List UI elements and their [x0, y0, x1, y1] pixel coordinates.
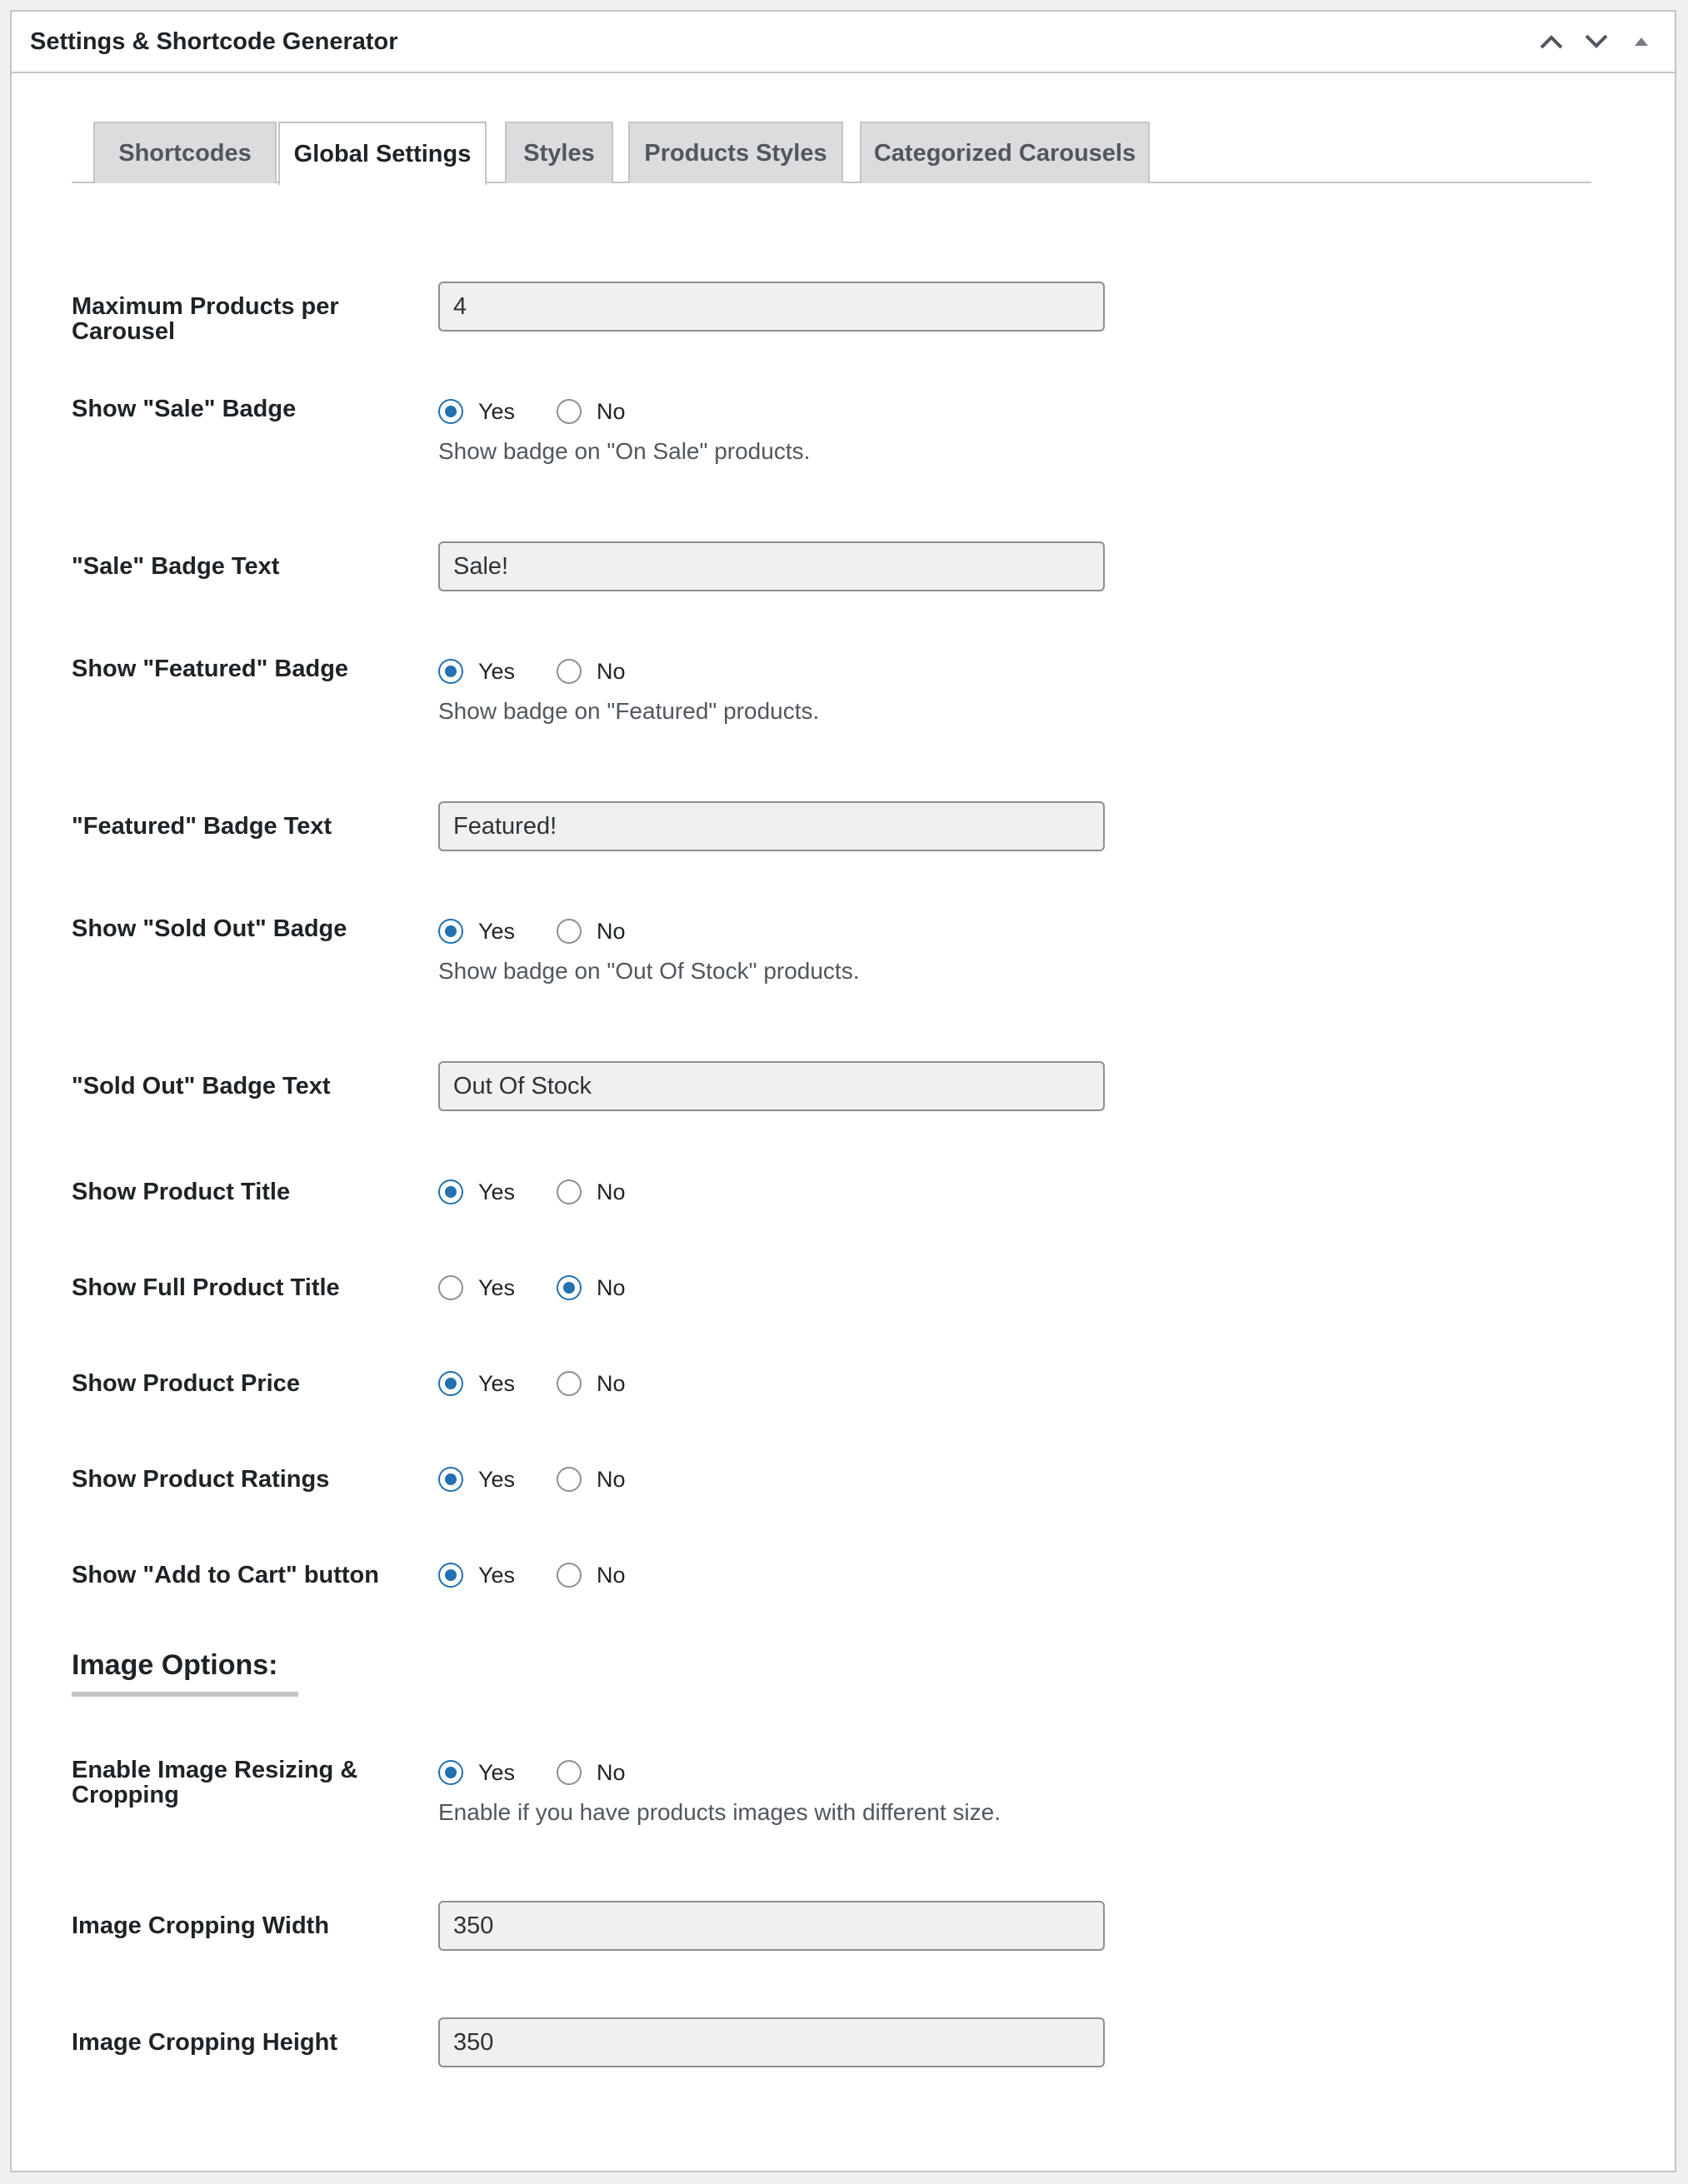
panel-title: Settings & Shortcode Generator — [30, 27, 398, 55]
enable-image-resizing-label: Enable Image Resizing & Cropping — [72, 1757, 358, 1808]
show-add-to-cart-no[interactable] — [557, 1563, 626, 1588]
featured-badge-text-input[interactable] — [438, 801, 1105, 851]
header-controls — [1536, 27, 1656, 57]
radio-no[interactable] — [557, 1563, 582, 1588]
show-product-price-yes[interactable] — [438, 1371, 515, 1397]
featured-badge-text-label: "Featured" Badge Text — [72, 813, 332, 840]
tab-shortcodes[interactable] — [93, 122, 277, 183]
radio-yes[interactable] — [438, 1275, 463, 1300]
show-full-product-title-no[interactable] — [557, 1275, 626, 1301]
panel-header — [12, 12, 1675, 73]
show-soldout-badge-yes[interactable] — [438, 919, 515, 945]
radio-label: No — [597, 658, 626, 684]
radio-yes[interactable] — [438, 1179, 463, 1204]
show-product-ratings-label: Show Product Ratings — [72, 1466, 330, 1493]
image-options-heading: Image Options: — [72, 1649, 298, 1697]
show-product-title-label: Show Product Title — [72, 1179, 291, 1205]
radio-label: No — [597, 1370, 626, 1396]
max-products-input[interactable] — [438, 282, 1105, 332]
triangle-up-icon — [1633, 36, 1650, 47]
radio-no[interactable] — [557, 659, 582, 684]
radio-label: Yes — [478, 658, 516, 684]
radio-yes[interactable] — [438, 659, 463, 684]
tab-global-settings[interactable] — [278, 122, 487, 185]
show-product-title-no[interactable] — [557, 1179, 626, 1205]
toggle-panel-button[interactable] — [1626, 27, 1656, 57]
radio-label: No — [597, 1466, 626, 1492]
tab-categorized-carousels[interactable] — [860, 122, 1150, 183]
show-full-product-title-yes[interactable] — [438, 1275, 515, 1301]
radio-no[interactable] — [557, 1179, 582, 1204]
enable-image-resizing-description: Enable if you have products images with different size. — [438, 1799, 1001, 1825]
radio-label: No — [597, 398, 626, 424]
radio-label: No — [597, 1562, 626, 1588]
show-soldout-badge-no[interactable] — [557, 919, 626, 945]
tab-bar — [72, 122, 1591, 183]
radio-yes[interactable] — [438, 1467, 463, 1492]
radio-no[interactable] — [557, 1371, 582, 1396]
image-cropping-width-label: Image Cropping Width — [72, 1912, 330, 1939]
show-sale-badge-no[interactable] — [557, 399, 626, 425]
show-featured-badge-description: Show badge on "Featured" products. — [438, 698, 820, 724]
radio-label: No — [597, 918, 626, 944]
radio-label: Yes — [478, 1179, 516, 1204]
radio-label: No — [597, 1179, 626, 1204]
tab-label: Styles — [523, 139, 595, 167]
show-product-ratings-no[interactable] — [557, 1467, 626, 1493]
show-product-price-no[interactable] — [557, 1371, 626, 1397]
max-products-label: Maximum Products per Carousel — [72, 293, 339, 345]
soldout-badge-text-label: "Sold Out" Badge Text — [72, 1073, 331, 1099]
show-add-to-cart-label: Show "Add to Cart" button — [72, 1562, 379, 1588]
show-sale-badge-yes[interactable] — [438, 399, 515, 425]
show-product-title-yes[interactable] — [438, 1179, 515, 1205]
radio-label: Yes — [478, 1466, 516, 1492]
radio-label: Yes — [478, 1370, 516, 1396]
radio-label: Yes — [478, 1274, 516, 1300]
show-sale-badge-label: Show "Sale" Badge — [72, 396, 297, 422]
radio-no[interactable] — [557, 1760, 582, 1785]
enable-image-resizing-yes[interactable] — [438, 1760, 515, 1786]
radio-label: No — [597, 1274, 626, 1300]
show-add-to-cart-yes[interactable] — [438, 1563, 515, 1588]
show-sale-badge-description: Show badge on "On Sale" products. — [438, 438, 811, 464]
sale-badge-text-label: "Sale" Badge Text — [72, 553, 280, 580]
radio-yes[interactable] — [438, 919, 463, 944]
radio-label: Yes — [478, 398, 516, 424]
radio-no[interactable] — [557, 1275, 582, 1300]
show-full-product-title-label: Show Full Product Title — [72, 1274, 340, 1301]
radio-no[interactable] — [557, 399, 582, 424]
show-soldout-badge-label: Show "Sold Out" Badge — [72, 915, 347, 942]
show-featured-badge-label: Show "Featured" Badge — [72, 656, 349, 682]
show-product-price-label: Show Product Price — [72, 1370, 300, 1397]
chevron-down-icon — [1584, 33, 1609, 50]
radio-yes[interactable] — [438, 1563, 463, 1588]
tab-label: Global Settings — [293, 140, 472, 167]
move-down-button[interactable] — [1581, 27, 1611, 57]
image-cropping-height-input[interactable] — [438, 2017, 1105, 2067]
show-soldout-badge-description: Show badge on "Out Of Stock" products. — [438, 958, 860, 984]
radio-label: Yes — [478, 1759, 516, 1785]
show-featured-badge-yes[interactable] — [438, 659, 515, 685]
enable-image-resizing-no[interactable] — [557, 1760, 626, 1786]
sale-badge-text-input[interactable] — [438, 541, 1105, 591]
tab-products-styles[interactable] — [628, 122, 843, 183]
show-featured-badge-no[interactable] — [557, 659, 626, 685]
image-cropping-width-input[interactable] — [438, 1901, 1105, 1951]
radio-label: Yes — [478, 1562, 516, 1588]
radio-yes[interactable] — [438, 1371, 463, 1396]
radio-no[interactable] — [557, 1467, 582, 1492]
tab-label: Categorized Carousels — [873, 139, 1136, 167]
image-cropping-height-label: Image Cropping Height — [72, 2029, 337, 2056]
tab-label: Products Styles — [644, 139, 827, 167]
radio-yes[interactable] — [438, 1760, 463, 1785]
radio-label: Yes — [478, 918, 516, 944]
move-up-button[interactable] — [1536, 27, 1566, 57]
radio-label: No — [597, 1759, 626, 1785]
radio-no[interactable] — [557, 919, 582, 944]
chevron-up-icon — [1539, 33, 1564, 50]
tab-styles[interactable] — [505, 122, 613, 183]
show-product-ratings-yes[interactable] — [438, 1467, 515, 1493]
radio-yes[interactable] — [438, 399, 463, 424]
tab-label: Shortcodes — [118, 139, 252, 167]
soldout-badge-text-input[interactable] — [438, 1061, 1105, 1111]
